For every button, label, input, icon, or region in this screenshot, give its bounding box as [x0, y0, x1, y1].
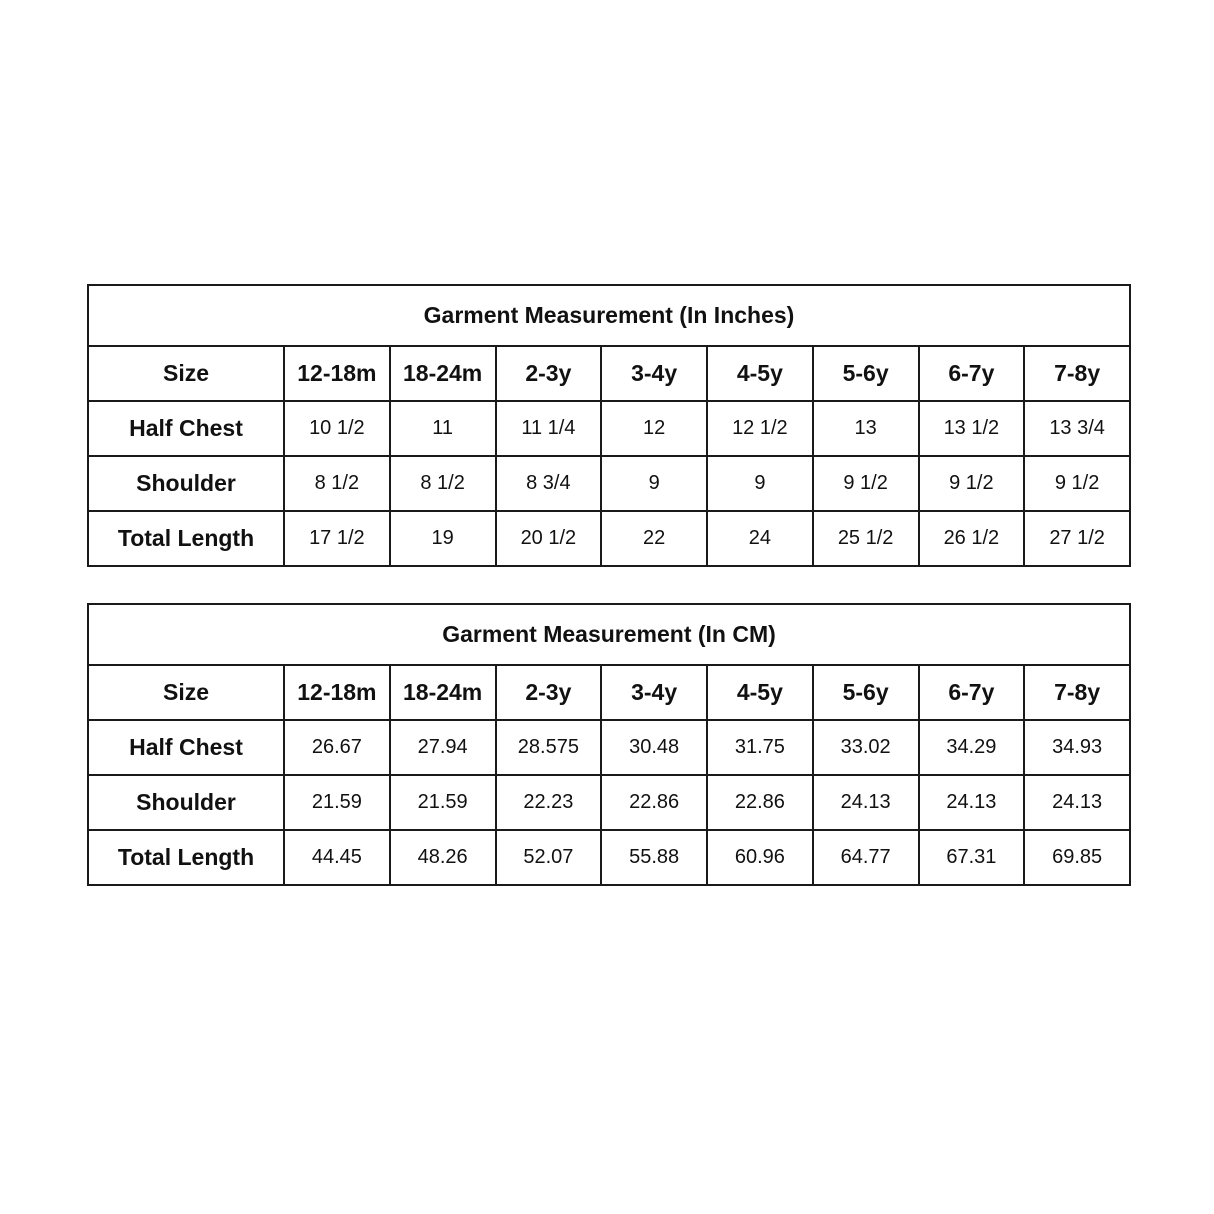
table-cell: 30.48 — [601, 720, 707, 775]
size-header-cell: 7-8y — [1024, 665, 1130, 720]
table-cell: 21.59 — [390, 775, 496, 830]
table-row — [88, 830, 1130, 885]
table-title: Garment Measurement (In Inches) — [88, 285, 1130, 346]
table-cell: 11 — [390, 401, 496, 456]
table-row — [88, 456, 1130, 511]
table-cell: 8 1/2 — [284, 456, 390, 511]
table-title: Garment Measurement (In CM) — [88, 604, 1130, 665]
inches-measurement-table — [87, 284, 1131, 567]
table-cell: 12 1/2 — [707, 401, 813, 456]
table-cell: 19 — [390, 511, 496, 566]
table-cell: 31.75 — [707, 720, 813, 775]
table-cell: 26 1/2 — [919, 511, 1025, 566]
row-label: Total Length — [88, 511, 284, 566]
table-cell: 25 1/2 — [813, 511, 919, 566]
table-cell: 9 — [601, 456, 707, 511]
size-header-cell: 3-4y — [601, 346, 707, 401]
size-header-cell: 3-4y — [601, 665, 707, 720]
size-header-label: Size — [88, 346, 284, 401]
size-header-cell: 2-3y — [496, 665, 602, 720]
table-cell: 48.26 — [390, 830, 496, 885]
size-header-cell: 6-7y — [919, 665, 1025, 720]
table-row — [88, 720, 1130, 775]
table-cell: 27.94 — [390, 720, 496, 775]
row-label: Half Chest — [88, 401, 284, 456]
table-cell: 55.88 — [601, 830, 707, 885]
size-header-row — [88, 346, 1130, 401]
table-cell: 69.85 — [1024, 830, 1130, 885]
size-header-cell: 7-8y — [1024, 346, 1130, 401]
row-label: Shoulder — [88, 775, 284, 830]
table-title-row — [88, 285, 1130, 346]
table-cell: 10 1/2 — [284, 401, 390, 456]
table-cell: 20 1/2 — [496, 511, 602, 566]
table-cell: 27 1/2 — [1024, 511, 1130, 566]
cm-measurement-table — [87, 603, 1131, 886]
table-cell: 28.575 — [496, 720, 602, 775]
table-row — [88, 401, 1130, 456]
table-cell: 9 — [707, 456, 813, 511]
table-cell: 22.86 — [707, 775, 813, 830]
table-cell: 9 1/2 — [813, 456, 919, 511]
table-cell: 8 3/4 — [496, 456, 602, 511]
size-header-cell: 5-6y — [813, 346, 919, 401]
size-header-cell: 18-24m — [390, 346, 496, 401]
table-cell: 67.31 — [919, 830, 1025, 885]
table-cell: 24.13 — [813, 775, 919, 830]
size-header-cell: 6-7y — [919, 346, 1025, 401]
table-cell: 9 1/2 — [919, 456, 1025, 511]
size-header-cell: 18-24m — [390, 665, 496, 720]
table-cell: 13 1/2 — [919, 401, 1025, 456]
table-cell: 22.23 — [496, 775, 602, 830]
table-cell: 8 1/2 — [390, 456, 496, 511]
size-header-cell: 2-3y — [496, 346, 602, 401]
table-cell: 24.13 — [1024, 775, 1130, 830]
size-header-cell: 4-5y — [707, 665, 813, 720]
table-cell: 34.93 — [1024, 720, 1130, 775]
table-cell: 24 — [707, 511, 813, 566]
table-cell: 12 — [601, 401, 707, 456]
table-cell: 52.07 — [496, 830, 602, 885]
table-cell: 13 — [813, 401, 919, 456]
size-header-cell: 12-18m — [284, 665, 390, 720]
size-header-cell: 4-5y — [707, 346, 813, 401]
table-title-row — [88, 604, 1130, 665]
size-header-label: Size — [88, 665, 284, 720]
table-row — [88, 775, 1130, 830]
table-cell: 26.67 — [284, 720, 390, 775]
table-cell: 21.59 — [284, 775, 390, 830]
table-cell: 24.13 — [919, 775, 1025, 830]
row-label: Half Chest — [88, 720, 284, 775]
table-cell: 33.02 — [813, 720, 919, 775]
size-header-cell: 5-6y — [813, 665, 919, 720]
table-cell: 44.45 — [284, 830, 390, 885]
table-cell: 13 3/4 — [1024, 401, 1130, 456]
table-cell: 64.77 — [813, 830, 919, 885]
size-header-cell: 12-18m — [284, 346, 390, 401]
row-label: Total Length — [88, 830, 284, 885]
table-cell: 22 — [601, 511, 707, 566]
table-cell: 11 1/4 — [496, 401, 602, 456]
table-cell: 60.96 — [707, 830, 813, 885]
table-row — [88, 511, 1130, 566]
size-header-row — [88, 665, 1130, 720]
table-cell: 17 1/2 — [284, 511, 390, 566]
table-cell: 22.86 — [601, 775, 707, 830]
row-label: Shoulder — [88, 456, 284, 511]
table-cell: 9 1/2 — [1024, 456, 1130, 511]
table-cell: 34.29 — [919, 720, 1025, 775]
